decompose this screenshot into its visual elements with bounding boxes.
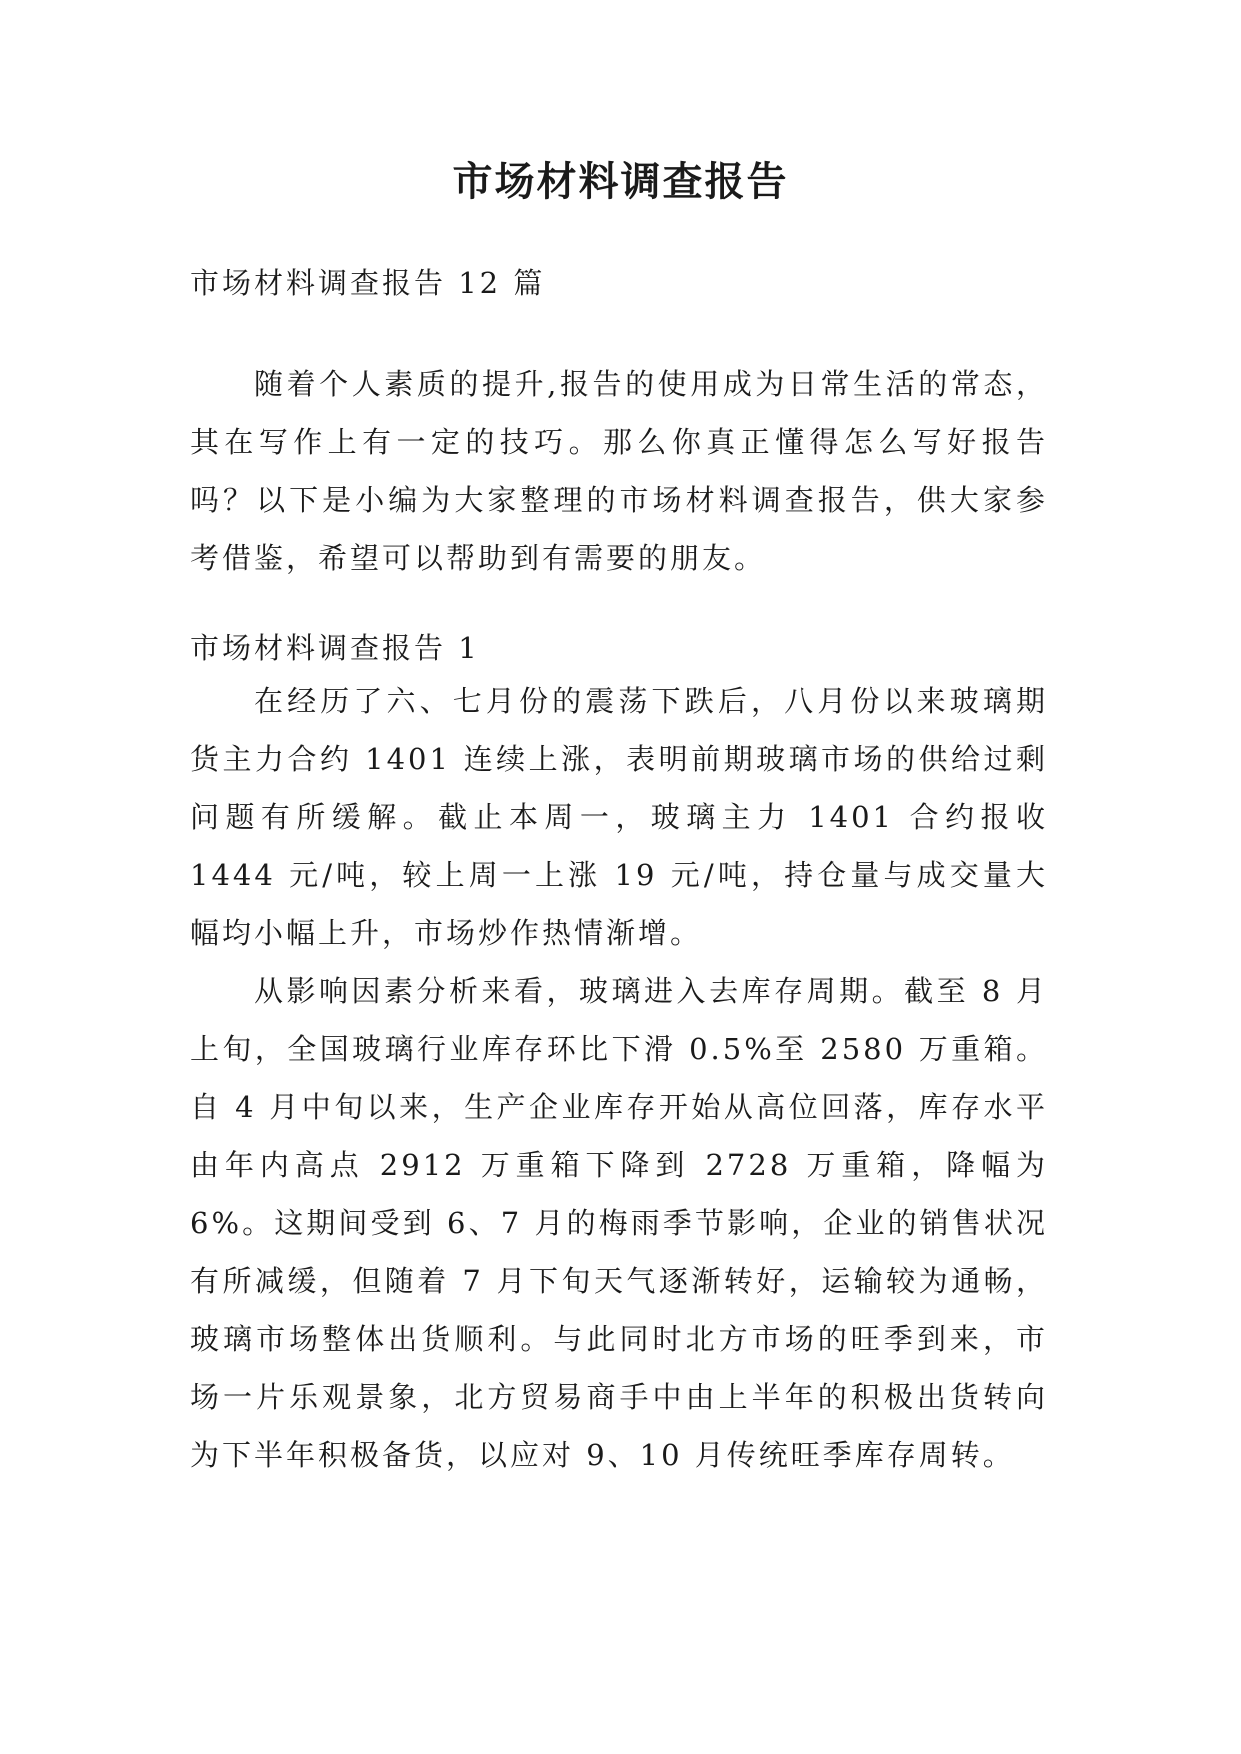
- document-subtitle: 市场材料调查报告 12 篇: [190, 266, 546, 300]
- intro-paragraph: 随着个人素质的提升,报告的使用成为日常生活的常态，其在写作上有一定的技巧。那么你真正懂得怎么写好报告吗？以下是小编为大家整理的市场材料调查报告，供大家参考借鉴，希望可以帮助到有需要的朋友。: [190, 367, 1048, 575]
- section-heading: 市场材料调查报告 1: [190, 631, 480, 665]
- body-paragraph: 在经历了六、七月份的震荡下跌后，八月份以来玻璃期货主力合约 1401 连续上涨，表明前期玻璃市场的供给过剩问题有所缓解。截止本周一，玻璃主力 1401 合约报收 1444 元/吨，较上周一上涨 19 元/吨，持仓量与成交量大幅均小幅上升，市场炒作热情渐增。: [190, 684, 1048, 950]
- document-title: 市场材料调查报告: [452, 158, 789, 205]
- section-body: [190, 672, 1048, 1484]
- body-paragraph: 从影响因素分析来看，玻璃进入去库存周期。截至 8 月上旬，全国玻璃行业库存环比下滑 0.5%至 2580 万重箱。自 4 月中旬以来，生产企业库存开始从高位回落，库存水平由年内高点 2912 万重箱下降到 2728 万重箱，降幅为 6%。这期间受到 6、7 月的梅雨季节影响，企业的销售状况有所减缓，但随着 7 月下旬天气逐渐转好，运输较为通畅，玻璃市场整体出货顺利。与此同时北方市场的旺季到来，市场一片乐观景象，北方贸易商手中由上半年的积极出货转向为下半年积极备货，以应对 9、10 月传统旺季库存周转。: [190, 974, 1048, 1472]
